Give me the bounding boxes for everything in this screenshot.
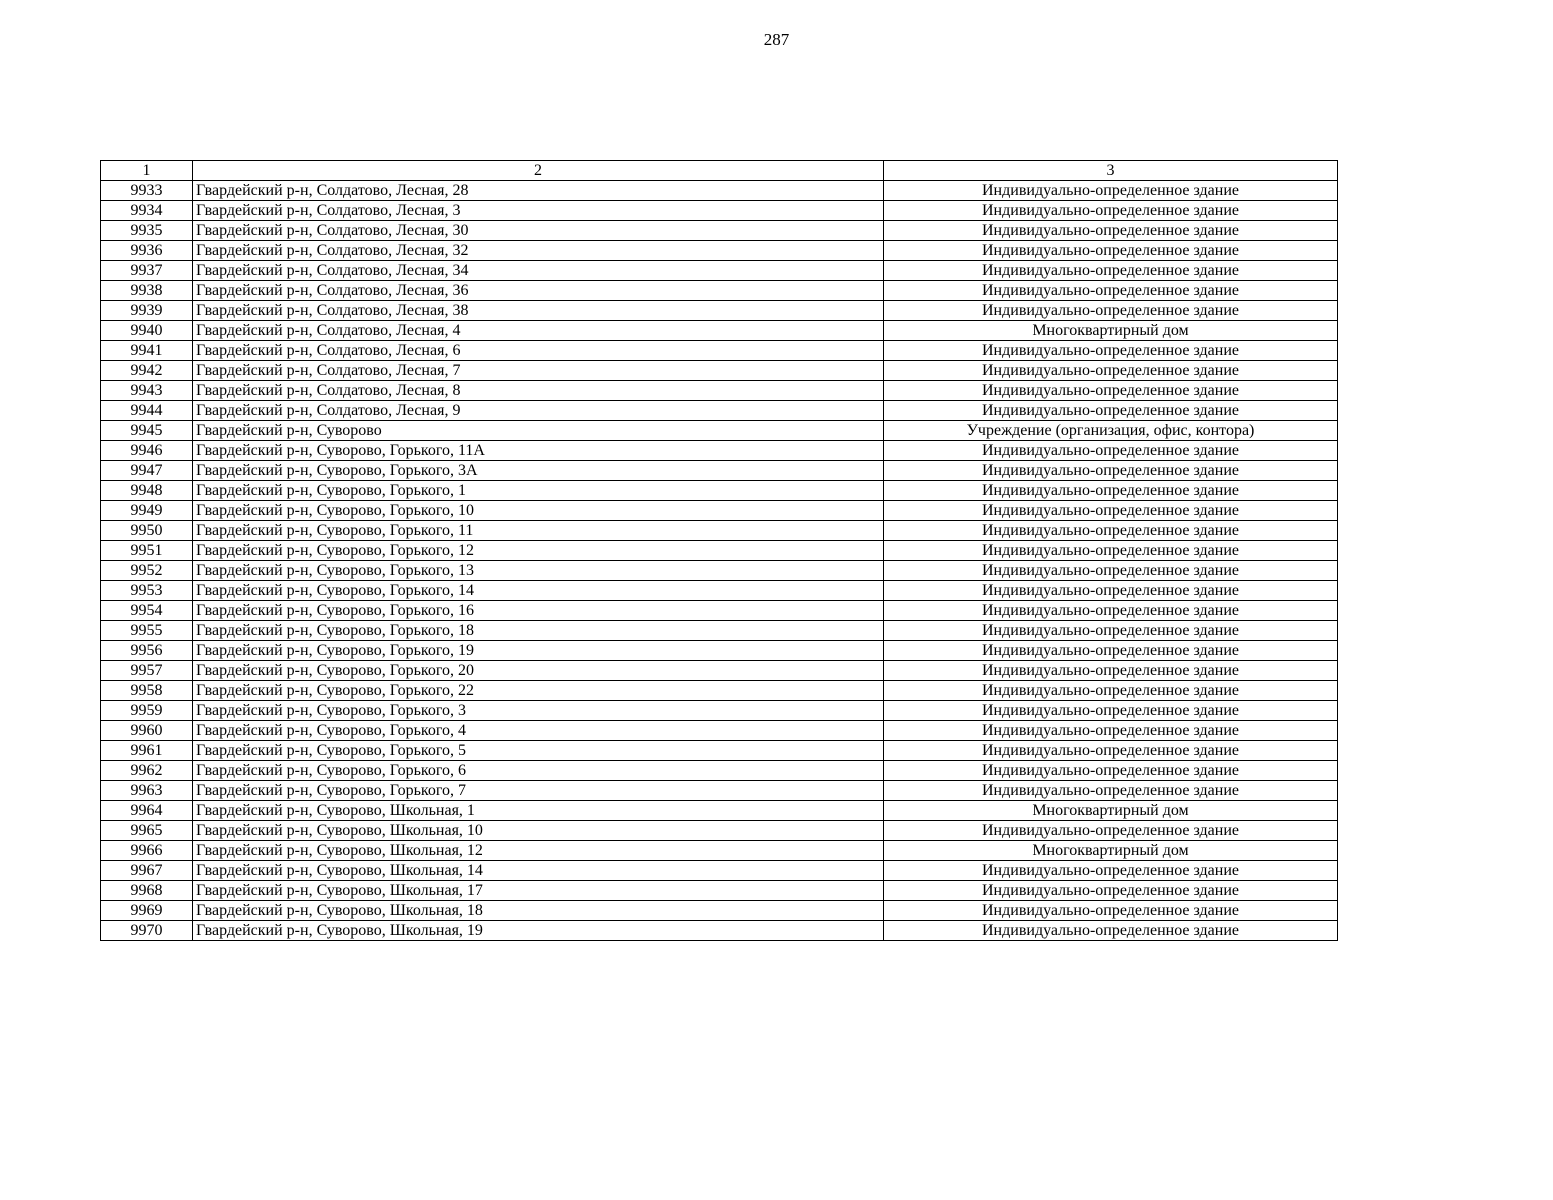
object-type-cell: Индивидуально-определенное здание (884, 761, 1338, 781)
row-number-cell: 9966 (101, 841, 193, 861)
column-header-address: 2 (193, 161, 884, 181)
object-type-cell: Индивидуально-определенное здание (884, 461, 1338, 481)
row-number-cell: 9939 (101, 301, 193, 321)
address-cell: Гвардейский р-н, Суворово, Горького, 10 (193, 501, 884, 521)
table-row (101, 841, 1338, 861)
address-cell: Гвардейский р-н, Суворово, Горького, 3А (193, 461, 884, 481)
row-number-cell: 9948 (101, 481, 193, 501)
address-cell: Гвардейский р-н, Солдатово, Лесная, 3 (193, 201, 884, 221)
row-number-cell: 9945 (101, 421, 193, 441)
page-number: 287 (763, 30, 790, 49)
object-type-cell: Индивидуально-определенное здание (884, 261, 1338, 281)
row-number-cell: 9938 (101, 281, 193, 301)
object-type-cell: Индивидуально-определенное здание (884, 881, 1338, 901)
address-cell: Гвардейский р-н, Солдатово, Лесная, 36 (193, 281, 884, 301)
row-number-cell: 9958 (101, 681, 193, 701)
table-row (101, 401, 1338, 421)
object-type-cell: Многоквартирный дом (884, 321, 1338, 341)
table-row (101, 501, 1338, 521)
object-type-cell: Индивидуально-определенное здание (884, 221, 1338, 241)
row-number-cell: 9946 (101, 441, 193, 461)
address-cell: Гвардейский р-н, Суворово, Горького, 5 (193, 741, 884, 761)
table-row (101, 321, 1338, 341)
table-row (101, 561, 1338, 581)
row-number-cell: 9947 (101, 461, 193, 481)
table-row (101, 281, 1338, 301)
object-type-cell: Индивидуально-определенное здание (884, 541, 1338, 561)
object-type-cell: Индивидуально-определенное здание (884, 281, 1338, 301)
address-cell: Гвардейский р-н, Суворово, Горького, 16 (193, 601, 884, 621)
column-header-number: 1 (101, 161, 193, 181)
table-row (101, 221, 1338, 241)
object-type-cell: Учреждение (организация, офис, контора) (884, 421, 1338, 441)
registry-table-body (101, 161, 1338, 941)
table-row (101, 681, 1338, 701)
address-cell: Гвардейский р-н, Солдатово, Лесная, 4 (193, 321, 884, 341)
object-type-cell: Индивидуально-определенное здание (884, 621, 1338, 641)
row-number-cell: 9970 (101, 921, 193, 941)
table-row (101, 761, 1338, 781)
object-type-cell: Индивидуально-определенное здание (884, 361, 1338, 381)
object-type-cell: Индивидуально-определенное здание (884, 241, 1338, 261)
address-cell: Гвардейский р-н, Суворово, Горького, 11А (193, 441, 884, 461)
address-cell: Гвардейский р-н, Суворово, Горького, 4 (193, 721, 884, 741)
table-row (101, 261, 1338, 281)
address-cell: Гвардейский р-н, Солдатово, Лесная, 28 (193, 181, 884, 201)
row-number-cell: 9967 (101, 861, 193, 881)
row-number-cell: 9960 (101, 721, 193, 741)
table-row (101, 381, 1338, 401)
object-type-cell: Индивидуально-определенное здание (884, 641, 1338, 661)
row-number-cell: 9969 (101, 901, 193, 921)
table-row (101, 341, 1338, 361)
address-cell: Гвардейский р-н, Суворово, Школьная, 12 (193, 841, 884, 861)
address-cell: Гвардейский р-н, Суворово, Школьная, 17 (193, 881, 884, 901)
table-row (101, 241, 1338, 261)
address-cell: Гвардейский р-н, Суворово, Горького, 12 (193, 541, 884, 561)
table-row (101, 921, 1338, 941)
table-row (101, 881, 1338, 901)
table-row (101, 641, 1338, 661)
table-row (101, 541, 1338, 561)
row-number-cell: 9950 (101, 521, 193, 541)
row-number-cell: 9954 (101, 601, 193, 621)
table-row (101, 481, 1338, 501)
address-cell: Гвардейский р-н, Суворово, Школьная, 1 (193, 801, 884, 821)
address-cell: Гвардейский р-н, Солдатово, Лесная, 9 (193, 401, 884, 421)
table-row (101, 801, 1338, 821)
address-cell: Гвардейский р-н, Солдатово, Лесная, 7 (193, 361, 884, 381)
row-number-cell: 9962 (101, 761, 193, 781)
object-type-cell: Индивидуально-определенное здание (884, 901, 1338, 921)
row-number-cell: 9959 (101, 701, 193, 721)
row-number-cell: 9952 (101, 561, 193, 581)
table-row (101, 421, 1338, 441)
table-row (101, 821, 1338, 841)
row-number-cell: 9943 (101, 381, 193, 401)
object-type-cell: Индивидуально-определенное здание (884, 181, 1338, 201)
row-number-cell: 9937 (101, 261, 193, 281)
table-row (101, 181, 1338, 201)
table-row (101, 721, 1338, 741)
row-number-cell: 9953 (101, 581, 193, 601)
object-type-cell: Индивидуально-определенное здание (884, 201, 1338, 221)
object-type-cell: Индивидуально-определенное здание (884, 341, 1338, 361)
object-type-cell: Индивидуально-определенное здание (884, 861, 1338, 881)
object-type-cell: Индивидуально-определенное здание (884, 381, 1338, 401)
address-cell: Гвардейский р-н, Суворово, Горького, 3 (193, 701, 884, 721)
row-number-cell: 9949 (101, 501, 193, 521)
object-type-cell: Индивидуально-определенное здание (884, 921, 1338, 941)
row-number-cell: 9934 (101, 201, 193, 221)
object-type-cell: Индивидуально-определенное здание (884, 661, 1338, 681)
address-cell: Гвардейский р-н, Солдатово, Лесная, 6 (193, 341, 884, 361)
address-cell: Гвардейский р-н, Солдатово, Лесная, 8 (193, 381, 884, 401)
object-type-cell: Многоквартирный дом (884, 841, 1338, 861)
object-type-cell: Индивидуально-определенное здание (884, 301, 1338, 321)
object-type-cell: Индивидуально-определенное здание (884, 781, 1338, 801)
object-type-cell: Индивидуально-определенное здание (884, 701, 1338, 721)
object-type-cell: Индивидуально-определенное здание (884, 821, 1338, 841)
row-number-cell: 9965 (101, 821, 193, 841)
row-number-cell: 9935 (101, 221, 193, 241)
address-cell: Гвардейский р-н, Суворово, Школьная, 19 (193, 921, 884, 941)
address-cell: Гвардейский р-н, Суворово, Горького, 7 (193, 781, 884, 801)
table-row (101, 201, 1338, 221)
object-type-cell: Индивидуально-определенное здание (884, 561, 1338, 581)
address-cell: Гвардейский р-н, Суворово, Горького, 22 (193, 681, 884, 701)
address-cell: Гвардейский р-н, Суворово, Горького, 13 (193, 561, 884, 581)
table-row (101, 441, 1338, 461)
object-type-cell: Индивидуально-определенное здание (884, 601, 1338, 621)
table-row (101, 901, 1338, 921)
row-number-cell: 9941 (101, 341, 193, 361)
table-row (101, 461, 1338, 481)
address-cell: Гвардейский р-н, Солдатово, Лесная, 32 (193, 241, 884, 261)
object-type-cell: Индивидуально-определенное здание (884, 681, 1338, 701)
table-row (101, 781, 1338, 801)
column-header-type: 3 (884, 161, 1338, 181)
address-cell: Гвардейский р-н, Суворово, Школьная, 14 (193, 861, 884, 881)
address-cell: Гвардейский р-н, Суворово, Горького, 19 (193, 641, 884, 661)
table-row (101, 301, 1338, 321)
address-cell: Гвардейский р-н, Суворово, Горького, 6 (193, 761, 884, 781)
row-number-cell: 9964 (101, 801, 193, 821)
table-row (101, 601, 1338, 621)
object-type-cell: Индивидуально-определенное здание (884, 721, 1338, 741)
object-type-cell: Многоквартирный дом (884, 801, 1338, 821)
row-number-cell: 9944 (101, 401, 193, 421)
address-cell: Гвардейский р-н, Суворово (193, 421, 884, 441)
table-row (101, 581, 1338, 601)
registry-table (100, 160, 1338, 941)
row-number-cell: 9942 (101, 361, 193, 381)
table-row (101, 361, 1338, 381)
address-cell: Гвардейский р-н, Солдатово, Лесная, 34 (193, 261, 884, 281)
address-cell: Гвардейский р-н, Солдатово, Лесная, 30 (193, 221, 884, 241)
table-header-row (101, 161, 1338, 181)
table-row (101, 861, 1338, 881)
object-type-cell: Индивидуально-определенное здание (884, 501, 1338, 521)
table-row (101, 661, 1338, 681)
row-number-cell: 9961 (101, 741, 193, 761)
object-type-cell: Индивидуально-определенное здание (884, 401, 1338, 421)
row-number-cell: 9955 (101, 621, 193, 641)
row-number-cell: 9956 (101, 641, 193, 661)
table-row (101, 701, 1338, 721)
object-type-cell: Индивидуально-определенное здание (884, 521, 1338, 541)
table-row (101, 741, 1338, 761)
address-cell: Гвардейский р-н, Суворово, Школьная, 10 (193, 821, 884, 841)
address-cell: Гвардейский р-н, Суворово, Горького, 14 (193, 581, 884, 601)
address-cell: Гвардейский р-н, Суворово, Горького, 18 (193, 621, 884, 641)
object-type-cell: Индивидуально-определенное здание (884, 481, 1338, 501)
row-number-cell: 9933 (101, 181, 193, 201)
row-number-cell: 9940 (101, 321, 193, 341)
row-number-cell: 9951 (101, 541, 193, 561)
object-type-cell: Индивидуально-определенное здание (884, 441, 1338, 461)
address-cell: Гвардейский р-н, Суворово, Горького, 20 (193, 661, 884, 681)
row-number-cell: 9968 (101, 881, 193, 901)
address-cell: Гвардейский р-н, Суворово, Школьная, 18 (193, 901, 884, 921)
row-number-cell: 9957 (101, 661, 193, 681)
table-row (101, 621, 1338, 641)
address-cell: Гвардейский р-н, Суворово, Горького, 1 (193, 481, 884, 501)
address-cell: Гвардейский р-н, Суворово, Горького, 11 (193, 521, 884, 541)
address-cell: Гвардейский р-н, Солдатово, Лесная, 38 (193, 301, 884, 321)
object-type-cell: Индивидуально-определенное здание (884, 741, 1338, 761)
object-type-cell: Индивидуально-определенное здание (884, 581, 1338, 601)
row-number-cell: 9963 (101, 781, 193, 801)
row-number-cell: 9936 (101, 241, 193, 261)
table-row (101, 521, 1338, 541)
